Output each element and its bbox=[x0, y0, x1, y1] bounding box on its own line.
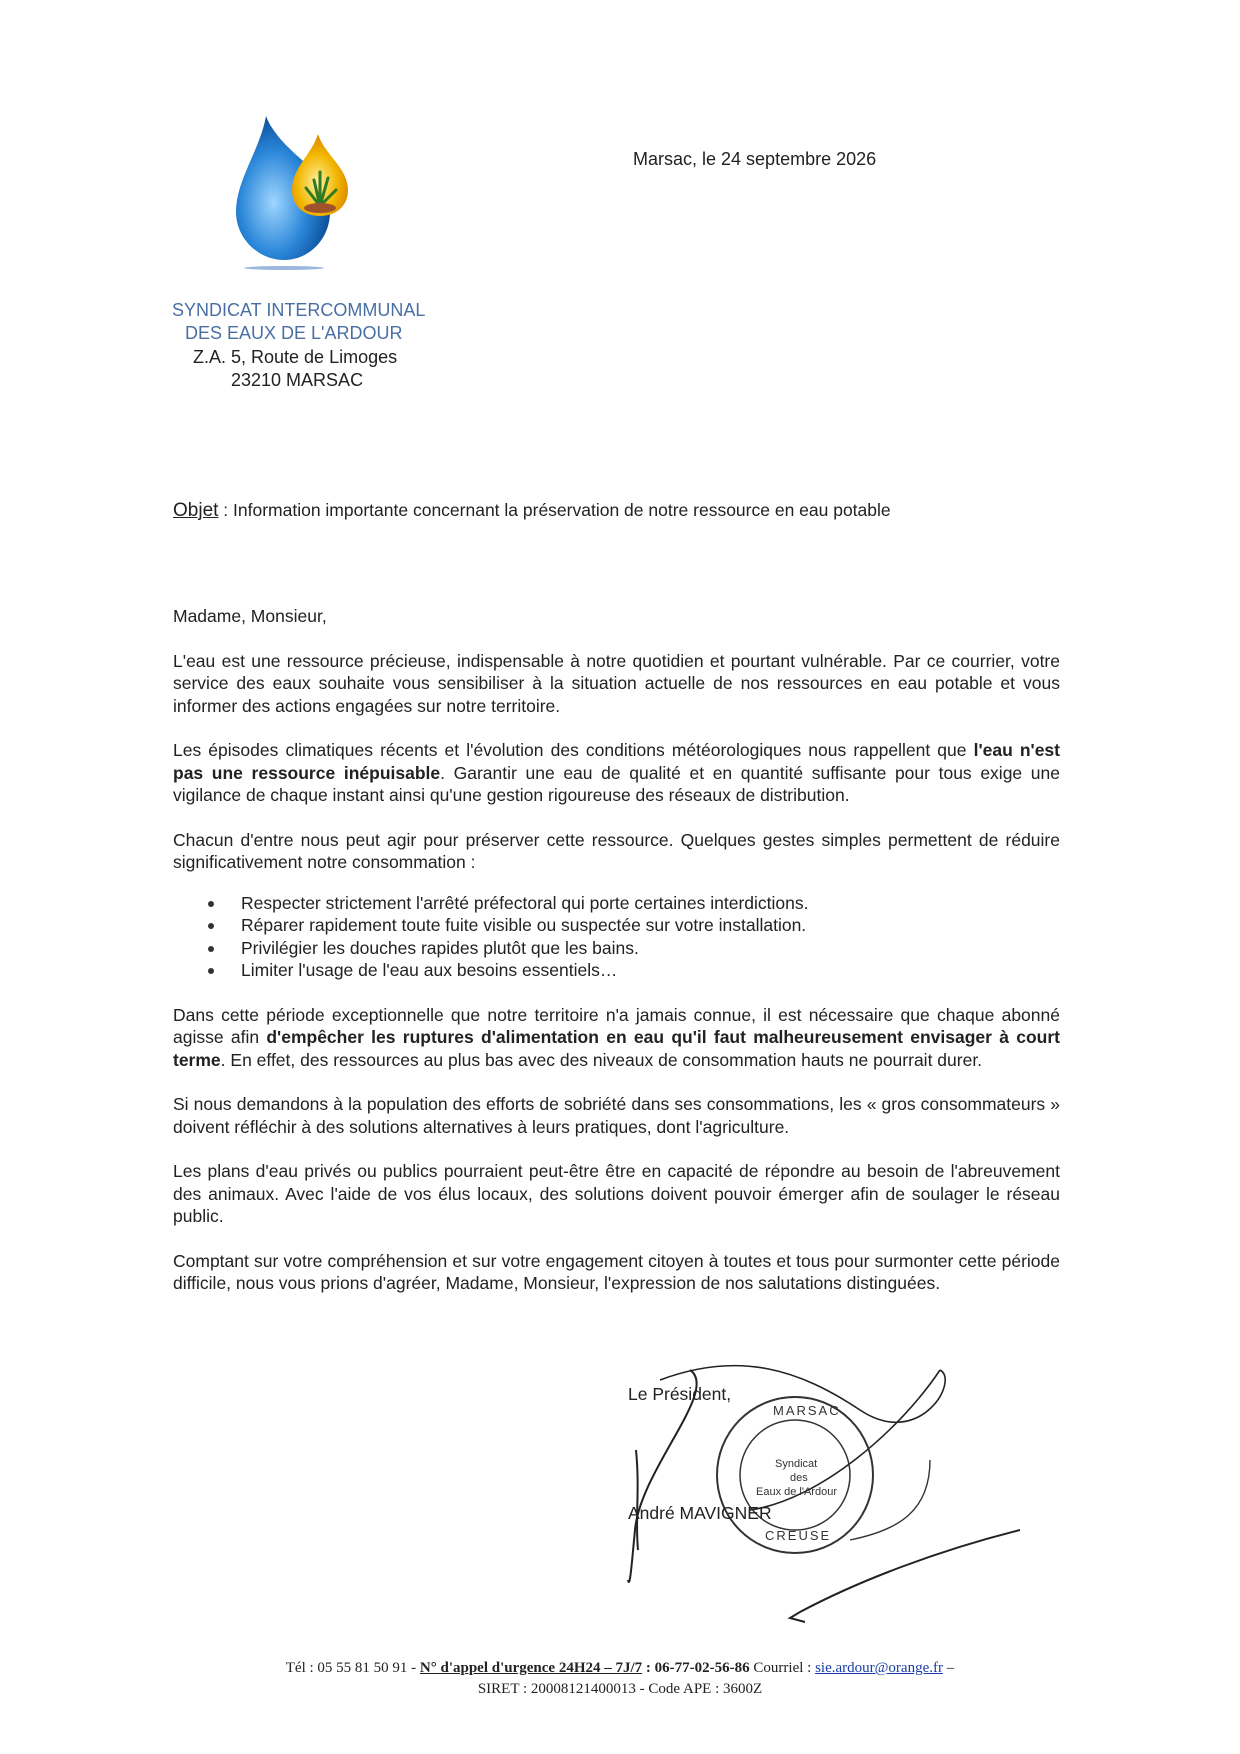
list-item bbox=[241, 914, 1060, 937]
salutation: Madame, Monsieur, bbox=[173, 606, 327, 626]
footer-emergency-label: N° d'appel d'urgence 24H24 – 7J/7 bbox=[419, 1660, 643, 1676]
subject-label: Objet bbox=[173, 500, 219, 521]
stamp-top-text: MARSAC bbox=[773, 1403, 841, 1418]
subject-text: Information importante concernant la préservation de notre ressource en eau potable bbox=[233, 500, 891, 520]
footer-email-suffix: – bbox=[943, 1660, 955, 1676]
footer-phone: Tél : 05 55 81 50 91 - bbox=[285, 1660, 420, 1676]
signatory-name: André MAVIGNER bbox=[628, 1503, 772, 1523]
letter-date: Marsac, le 24 septembre 2026 bbox=[633, 149, 877, 169]
bullet-icon bbox=[208, 968, 214, 974]
stamp-bottom-text: CREUSE bbox=[765, 1528, 832, 1543]
footer-siret: SIRET : 20008121400013 - Code APE : 3600Z bbox=[477, 1681, 763, 1697]
organization-line-2: DES EAUX DE L'ARDOUR bbox=[185, 323, 403, 343]
paragraph-4-start: Dans cette période exceptionnelle que notre territoire n'a jamais connue, il est nécessaire que chaque abonné agisse afin bbox=[173, 1004, 1060, 1047]
organization-name bbox=[172, 299, 425, 345]
footer-emergency-number: : 06-77-02-56-86 bbox=[642, 1660, 750, 1676]
paragraph-2-emphasis: l'eau n'est pas une ressource inépuisable bbox=[173, 740, 1060, 783]
stamp-text-3: Eaux de l'Ardour bbox=[756, 1486, 837, 1498]
footer bbox=[0, 1658, 1240, 1700]
footer-email-label: Courriel : bbox=[749, 1660, 816, 1676]
address-line-2: 23210 MARSAC bbox=[231, 370, 364, 390]
paragraph-6: Les plans d'eau privés ou publics pourraient peut-être être en capacité de répondre au besoin de l'abreuvement des animaux. Avec l'aide de vos élus locaux, des solutions doivent pouvoir émerger afin de soulager le réseau public. bbox=[173, 1161, 1060, 1226]
paragraph-2-start: Les épisodes climatiques récents et l'évolution des conditions météorologiques nous rappellent que bbox=[173, 740, 974, 760]
list-item-text: Respecter strictement l'arrêté préfectoral qui porte certaines interdictions. bbox=[241, 892, 809, 913]
organization-address bbox=[193, 346, 397, 392]
stamp-text-1: Syndicat bbox=[775, 1458, 818, 1470]
organization-line-1: SYNDICAT INTERCOMMUNAL bbox=[172, 300, 426, 320]
bullet-icon bbox=[208, 946, 214, 952]
footer-email-link[interactable]: sie.ardour@orange.fr bbox=[815, 1660, 943, 1676]
paragraph-4 bbox=[173, 1004, 1060, 1072]
paragraph-4-end: . En effet, des ressources au plus bas avec des niveaux de consommation hauts ne pourrait durer. bbox=[220, 1049, 983, 1070]
paragraph-7: Comptant sur votre compréhension et sur votre engagement citoyen à toutes et tous pour surmonter cette période difficile, nous vous prions d'agréer, Madame, Monsieur, l'expression de nos salutations distinguées. bbox=[173, 1250, 1060, 1293]
letter-body bbox=[173, 605, 1060, 1317]
signatory-title: Le Président, bbox=[628, 1384, 732, 1404]
advice-list bbox=[173, 892, 1060, 982]
paragraph-2 bbox=[173, 739, 1060, 807]
paragraph-1: L'eau est une ressource précieuse, indispensable à notre quotidien et pourtant vulnérable. Par ce courrier, votre service des eaux souhaite vous sensibiliser à la situation actuelle de nos ressources en eau potable et vous informer des actions engagées sur notre territoire. bbox=[173, 650, 1060, 716]
list-item bbox=[241, 937, 1060, 960]
water-drop-logo bbox=[236, 110, 366, 270]
list-item-text: Privilégier les douches rapides plutôt que les bains. bbox=[241, 937, 639, 958]
list-item bbox=[241, 892, 1060, 915]
address-line-1: Z.A. 5, Route de Limoges bbox=[193, 347, 398, 367]
paragraph-2-end: . Garantir une eau de qualité et en quantité suffisante pour tous exige une vigilance de chaque instant ainsi qu'une gestion rigoureuse des réseaux de distribution. bbox=[173, 762, 1060, 805]
list-item-text: Réparer rapidement toute fuite visible ou suspectée sur votre installation. bbox=[241, 915, 807, 935]
list-item-text: Limiter l'usage de l'eau aux besoins essentiels… bbox=[241, 960, 618, 980]
stamp-text-2: des bbox=[790, 1472, 808, 1484]
paragraph-5: Si nous demandons à la population des efforts de sobriété dans ses consommations, les « gros consommateurs » doivent réfléchir à des solutions alternatives à leurs pratiques, dont l'agriculture. bbox=[173, 1094, 1060, 1137]
bullet-icon bbox=[208, 923, 214, 929]
subject-separator: : bbox=[218, 500, 234, 520]
list-item bbox=[241, 959, 1060, 982]
footer-contact-line bbox=[0, 1658, 1240, 1679]
subject-line bbox=[173, 500, 891, 522]
paragraph-3: Chacun d'entre nous peut agir pour préserver cette ressource. Quelques gestes simples permettent de réduire significativement notre consommation : bbox=[173, 829, 1060, 872]
paragraph-4-emphasis: d'empêcher les ruptures d'alimentation en eau qu'il faut malheureusement envisager à court terme bbox=[173, 1027, 1061, 1070]
bullet-icon bbox=[208, 901, 214, 907]
